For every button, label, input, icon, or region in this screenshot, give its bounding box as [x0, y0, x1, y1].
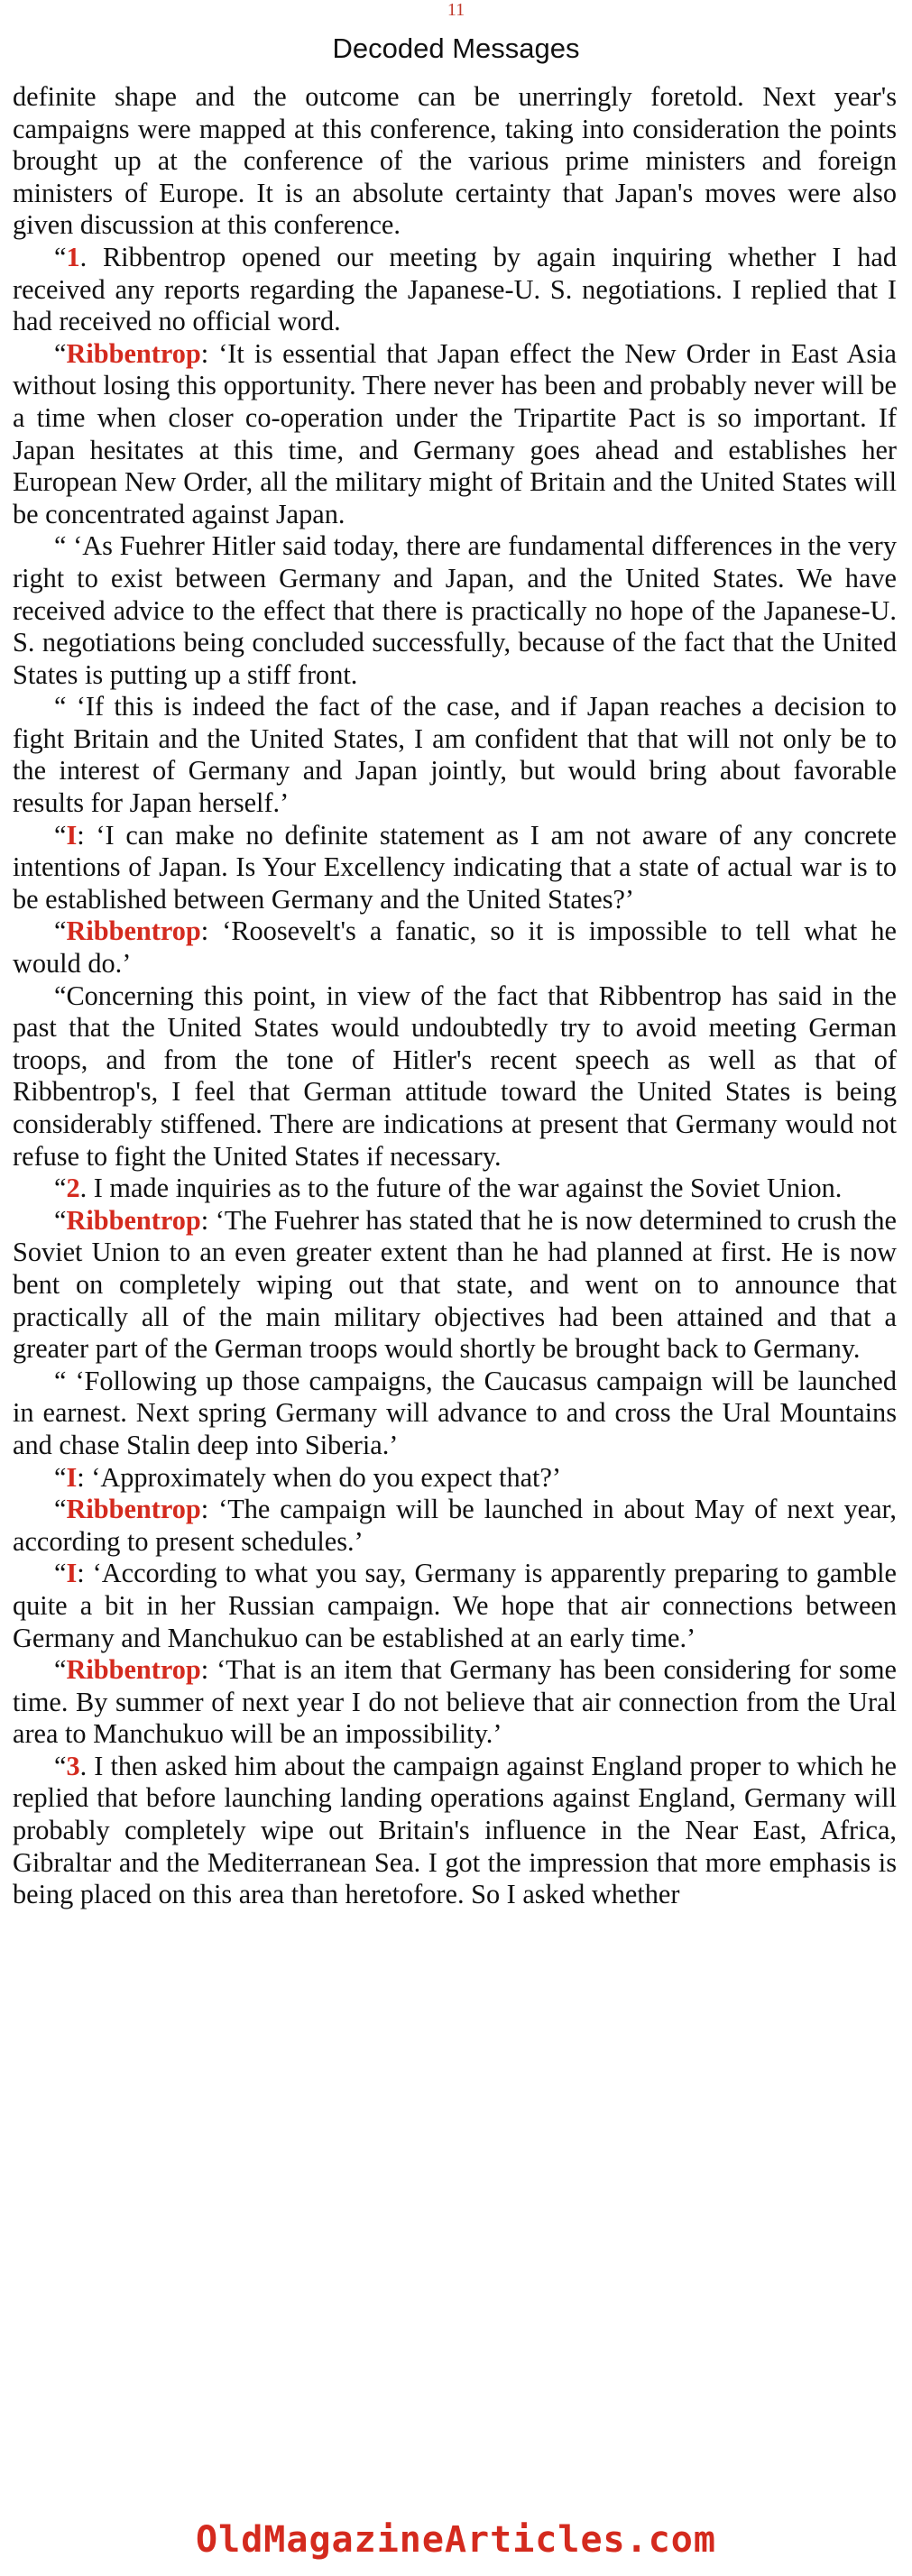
article-paragraph	[13, 691, 897, 819]
paragraph-text: “	[54, 1461, 67, 1493]
paragraph-text: “ ‘If this is indeed the fact of the case, and if Japan reaches a decision to fight Britain and the United States, I am confident that that will not only be to the interest of Germany and Japan jointly, but would bring about favorable results for Japan herself.’	[13, 691, 897, 819]
article-paragraph	[13, 81, 897, 242]
article-paragraph	[13, 1654, 897, 1751]
section-number: 1	[66, 241, 80, 272]
paragraph-text: : ‘Roosevelt's a fanatic, so it is impossible to tell what he would do.’	[13, 915, 897, 980]
speaker-label: I	[66, 819, 78, 851]
paragraph-text: “ ‘As Fuehrer Hitler said today, there are fundamental differences in the very right to exist between Germany and Japan, and the United States. We have received advice to the effect that there is practically no hope of the Japanese-U. S. negotiations being concluded successfully, because of the fact that the United States is putting up a stiff front.	[13, 530, 897, 690]
speaker-label: Ribbentrop	[66, 337, 201, 369]
footer-brand-watermark[interactable]: OldMagazineArticles.com	[196, 2519, 716, 2561]
page-title: Decoded Messages	[332, 32, 580, 64]
paragraph-text: “	[54, 1558, 67, 1589]
article-paragraph	[13, 338, 897, 531]
speaker-label: Ribbentrop	[66, 1494, 201, 1525]
paragraph-text: : ‘According to what you say, Germany is apparently preparing to gamble quite a bit in her Russian campaign. We hope that air connections between Germany and Manchukuo can be established at an early time.’	[13, 1558, 897, 1653]
article-paragraph	[13, 1173, 897, 1205]
page-number: 11	[447, 0, 465, 20]
paragraph-text: . Ribbentrop opened our meeting by again inquiring whether I had received any reports regarding the Japanese-U. S. negotiations. I replied that I had received no official word.	[13, 241, 897, 337]
paragraph-text: “ ‘Following up those campaigns, the Caucasus campaign will be launched in earnest. Next spring Germany will advance to and cross the Ural Mountains and chase Stalin deep into Siberia.’	[13, 1365, 897, 1460]
paragraph-text: “	[54, 819, 67, 851]
section-number: 3	[66, 1750, 80, 1781]
article-paragraph	[13, 242, 897, 338]
article-body	[13, 81, 897, 1911]
speaker-label: Ribbentrop	[66, 1654, 201, 1686]
paragraph-text: : ‘It is essential that Japan effect the New Order in East Asia without losing this opportunity. There never has been and probably never will be a time when closer co-operation under the Tripartite Pact is so important. If Japan hesitates at this time, and Germany goes ahead and establishes her European New Order, all the military might of Britain and the United States will be concentrated against Japan.	[13, 337, 897, 529]
speaker-label: I	[66, 1558, 78, 1589]
paragraph-text: “	[54, 1654, 67, 1686]
paragraph-text: “	[54, 915, 67, 947]
section-number: 2	[66, 1173, 80, 1204]
paragraph-text: : ‘Approximately when do you expect that?’	[77, 1461, 562, 1493]
article-paragraph	[13, 820, 897, 916]
paragraph-text: : ‘I can make no definite statement as I am not aware of any concrete intentions of Japan. Is Your Excellency indicating that a state of actual war is to be established between Germany and the United States?’	[13, 819, 897, 915]
article-paragraph	[13, 1366, 897, 1462]
article-paragraph	[13, 1205, 897, 1366]
paragraph-text: “	[54, 1173, 67, 1204]
paragraph-text: definite shape and the outcome can be unerringly foretold. Next year's campaigns were mapped at this conference, taking into consideration the points brought up at the conference of the various prime ministers and foreign ministers of Europe. It is an absolute certainty that Japan's moves were also given discussion at this conference.	[13, 81, 897, 241]
article-paragraph	[13, 980, 897, 1173]
paragraph-text: : ‘The campaign will be launched in about May of next year, according to present schedules.’	[13, 1494, 897, 1557]
paragraph-text: “	[54, 337, 67, 369]
article-paragraph	[13, 1494, 897, 1558]
article-paragraph	[13, 1751, 897, 1911]
paragraph-text: “	[54, 1204, 67, 1236]
paragraph-text: “Concerning this point, in view of the fact that Ribbentrop has said in the past that the United States would undoubtedly try to avoid meeting German troops, and from the tone of Hitler's recent speech as well as that of Ribbentrop's, I feel that German attitude toward the United States is being considerably stiffened. There are indications at present that Germany would not refuse to fight the United States if necessary.	[13, 980, 897, 1172]
article-paragraph	[13, 915, 897, 980]
paragraph-text: : ‘The Fuehrer has stated that he is now determined to crush the Soviet Union to an even greater extent than he had planned at first. He is now bent on completely wiping out that state, and went on to announce that practically all of the main military objectives had been attained and that a greater part of the German troops would shortly be brought back to Germany.	[13, 1204, 897, 1365]
article-paragraph	[13, 1462, 897, 1495]
paragraph-text: “	[54, 241, 67, 272]
speaker-label: Ribbentrop	[66, 915, 201, 947]
article-paragraph	[13, 1558, 897, 1654]
paragraph-text: . I made inquiries as to the future of the war against the Soviet Union.	[79, 1173, 843, 1204]
paragraph-text: . I then asked him about the campaign against England proper to which he replied that before launching landing operations against England, Germany will probably completely wipe out Britain's influence in the Near East, Africa, Gibraltar and the Mediterranean Sea. I got the impression that more emphasis is being placed on this area than heretofore. So I asked whether	[13, 1750, 897, 1910]
speaker-label: I	[66, 1461, 78, 1493]
paragraph-text: : ‘That is an item that Germany has been considering for some time. By summer of next year I do not believe that air connection from the Ural area to Manchukuo will be an impossibility.’	[13, 1654, 897, 1750]
speaker-label: Ribbentrop	[66, 1204, 201, 1236]
article-paragraph	[13, 530, 897, 691]
paragraph-text: “	[54, 1750, 67, 1781]
paragraph-text: “	[54, 1494, 67, 1525]
